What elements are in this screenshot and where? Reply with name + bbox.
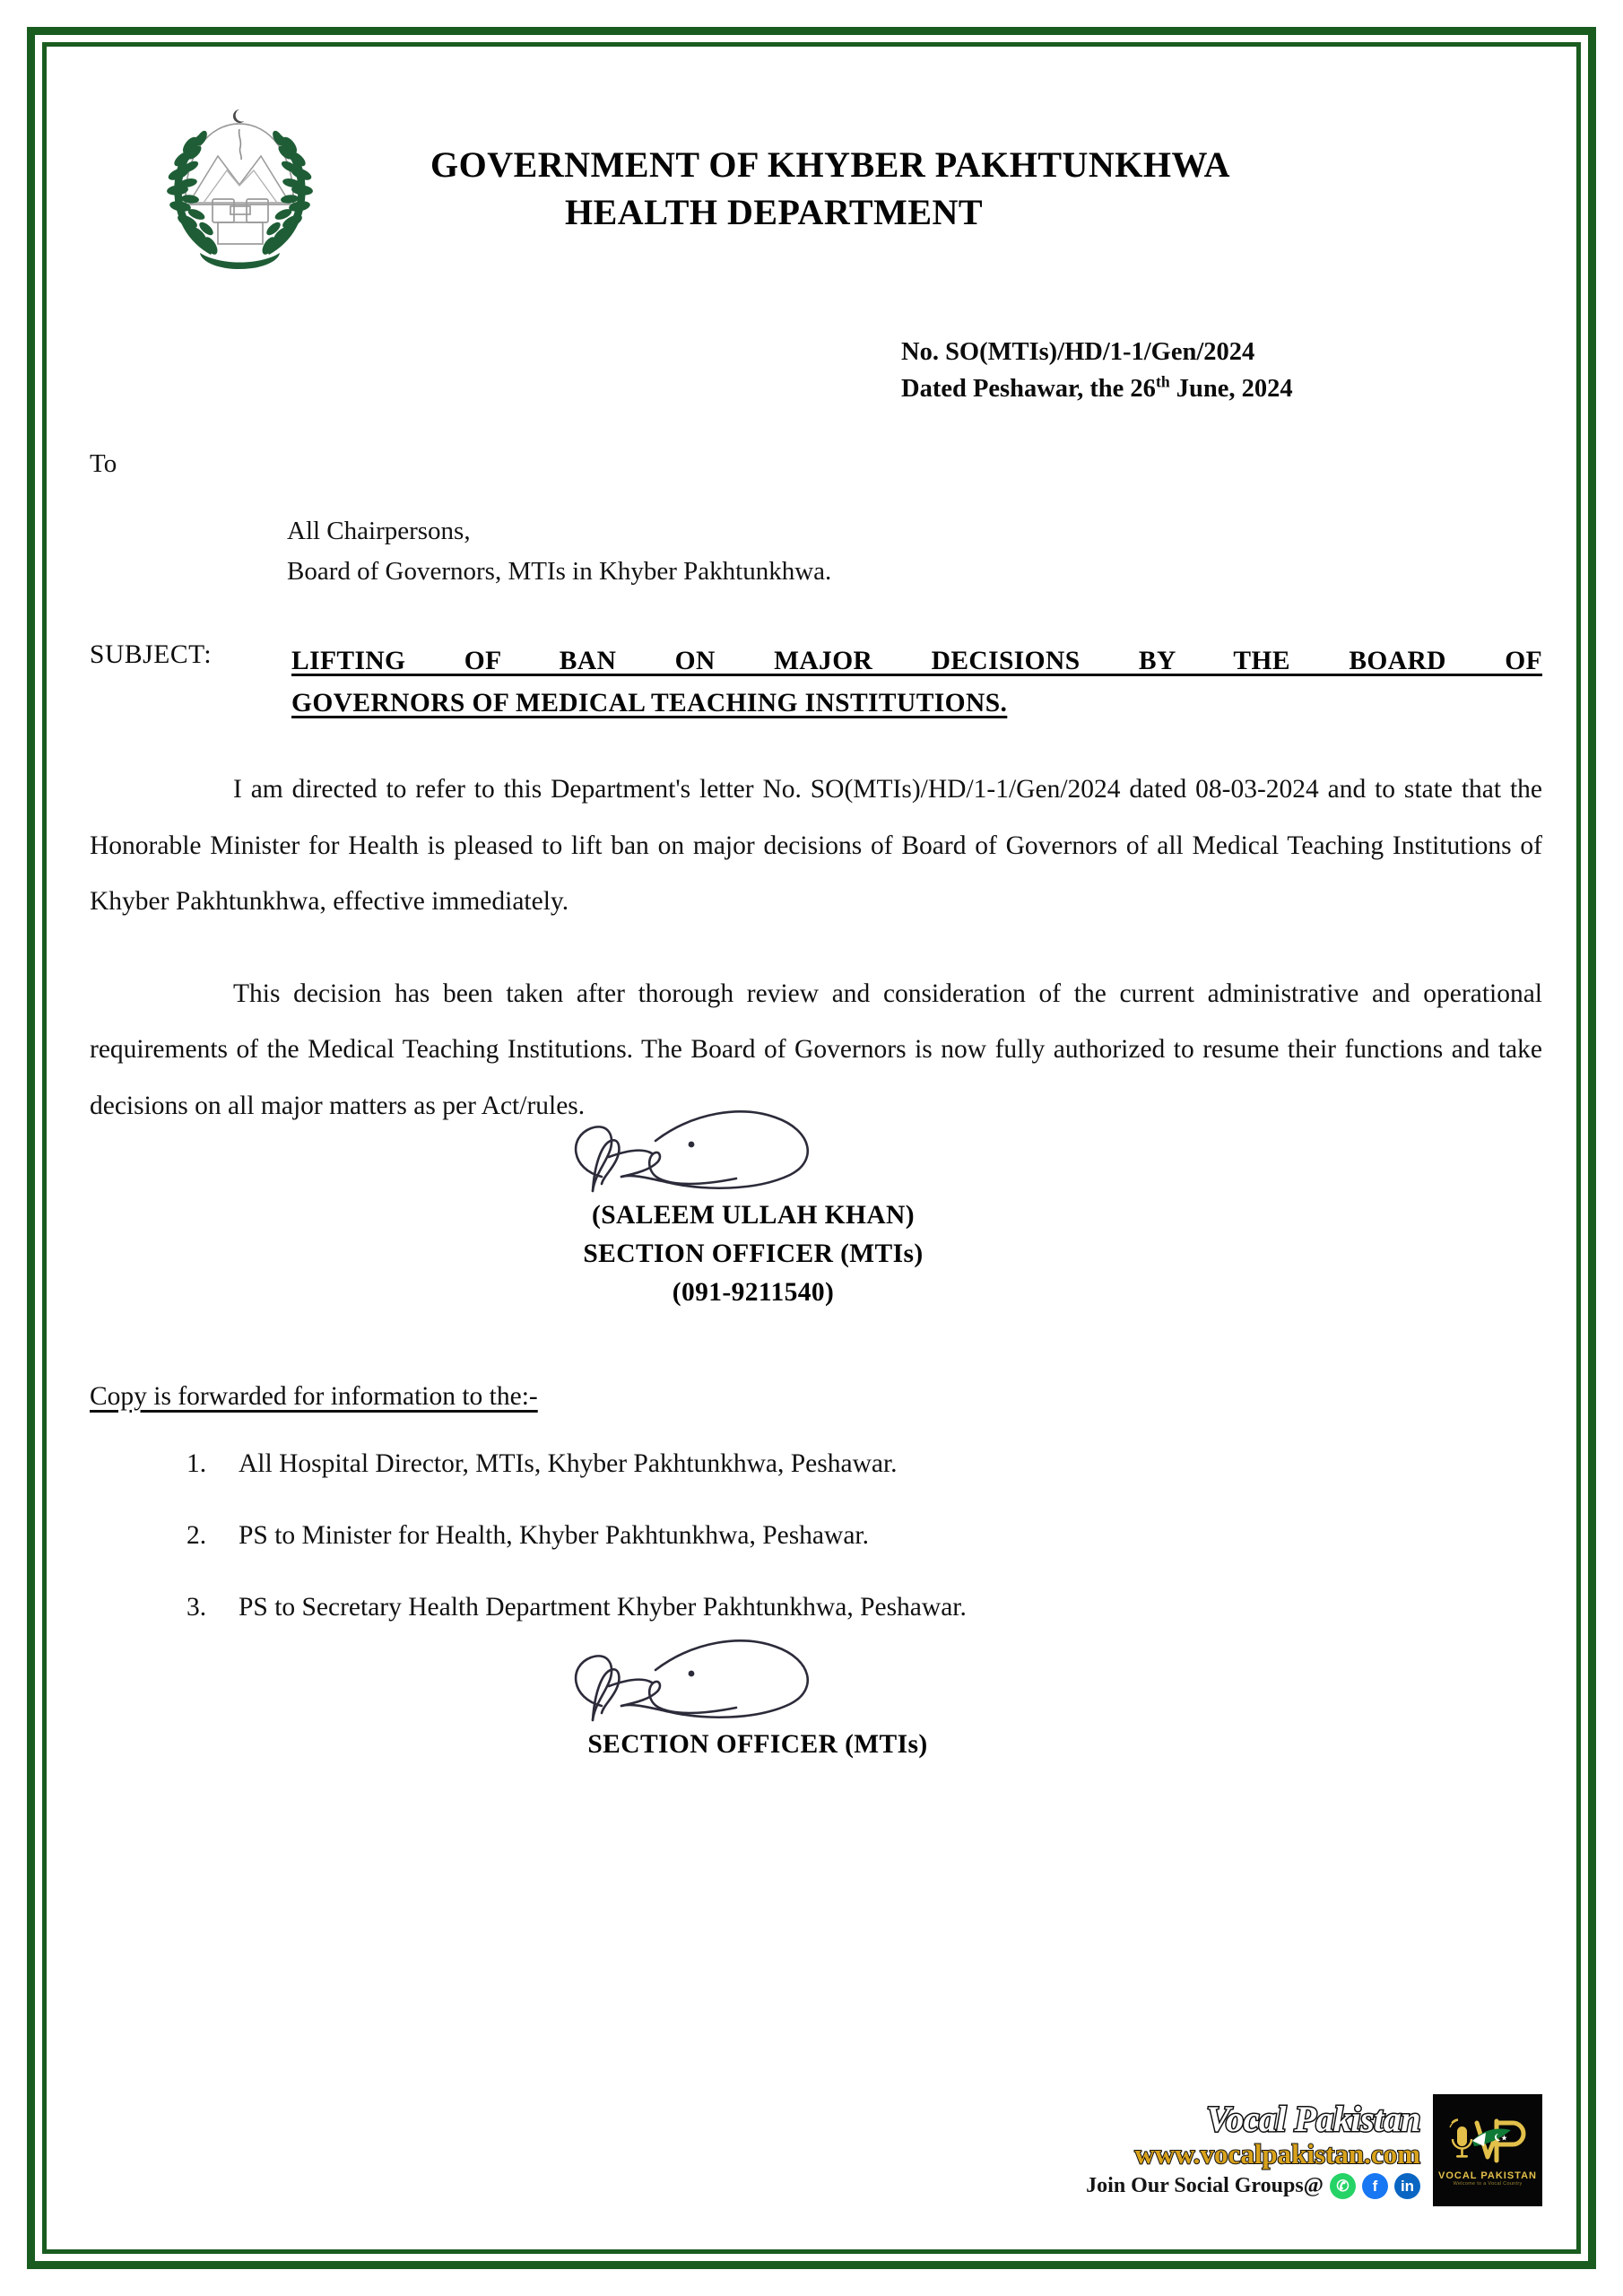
addressee-line-2: Board of Governors, MTIs in Khyber Pakhtunkhwa.	[287, 556, 832, 586]
addressee-block	[287, 511, 1542, 592]
list-item	[187, 1444, 1542, 1483]
list-item-text: All Hospital Director, MTIs, Khyber Pakhtunkhwa, Peshawar.	[239, 1448, 898, 1478]
government-emblem-icon	[148, 99, 332, 278]
facebook-icon[interactable]: f	[1362, 2173, 1388, 2199]
list-item-text: PS to Secretary Health Department Khyber Pakhtunkhwa, Peshawar.	[239, 1593, 967, 1622]
letter-content	[81, 72, 1542, 2224]
reference-date	[901, 370, 1542, 407]
org-title-line-1: GOVERNMENT OF KHYBER PAKHTUNKHWA	[430, 144, 1230, 185]
watermark-join-text: Join Our Social Groups@	[1086, 2174, 1324, 2198]
signatory-designation-bottom: SECTION OFFICER (MTIs)	[587, 1730, 928, 1760]
whatsapp-icon[interactable]: ✆	[1330, 2173, 1356, 2199]
subject-line-2: GOVERNORS OF MEDICAL TEACHING INSTITUTIONS.	[291, 689, 1008, 718]
list-item	[187, 1587, 1542, 1627]
list-item-text: PS to Minister for Health, Khyber Pakhtunkhwa, Peshawar.	[239, 1520, 869, 1550]
date-suffix: June, 2024	[1169, 375, 1293, 404]
reference-block	[81, 334, 1542, 408]
watermark-brand: Vocal Pakistan	[1206, 2098, 1420, 2139]
watermark-text-group	[1077, 2094, 1433, 2206]
paragraph-1-text: I am directed to refer to this Department's letter No. SO(MTIs)/HD/1-1/Gen/2024 dated 08-03-2024 and to state that the Honorable Minister for Health is pleased to lift ban on major decisions of Board of Governors of all Medical Teaching Institutions of Khyber Pakhtunkhwa, effective immediately.	[90, 775, 1542, 917]
subject-text	[291, 640, 1542, 726]
signatory-phone: (091-9211540)	[672, 1277, 835, 1307]
signature-block-secondary	[81, 1726, 1542, 1764]
forwarded-heading: Copy is forwarded for information to the:-	[90, 1381, 538, 1411]
watermark-logo-caption: VOCAL PAKISTAN	[1438, 2170, 1537, 2181]
linkedin-icon[interactable]: in	[1394, 2173, 1420, 2199]
list-item-number: 2.	[187, 1520, 207, 1550]
signatory-designation: SECTION OFFICER (MTIs)	[583, 1239, 924, 1269]
subject-line-1: LIFTING OF BAN ON MAJOR DECISIONS BY THE BOARD OF	[291, 646, 1542, 675]
organization-title	[430, 99, 1230, 237]
list-item-number: 1.	[187, 1448, 207, 1478]
paragraph-2-text: This decision has been taken after thorough review and consideration of the current administrative and operational requirements of the Medical Teaching Institutions. The Board of Governors is now fully authorized to resume their functions and take decisions on all major matters as per Act/rules.	[90, 978, 1542, 1120]
watermark-url: www.vocalpakistan.com	[1134, 2137, 1420, 2170]
subject-row	[90, 640, 1542, 726]
signatory-name: (SALEEM ULLAH KHAN)	[592, 1201, 915, 1231]
forwarded-list	[187, 1444, 1542, 1628]
watermark-logo-subcaption: Welcome to a Vocal Country	[1453, 2181, 1523, 2187]
to-label: To	[90, 448, 117, 478]
date-prefix: Dated Peshawar, the 26	[901, 375, 1156, 404]
watermark-banner	[1077, 2094, 1542, 2206]
addressee-line-1: All Chairpersons,	[287, 516, 471, 545]
watermark-social-row	[1086, 2173, 1420, 2199]
date-ordinal: th	[1155, 372, 1170, 391]
watermark-logo	[1433, 2094, 1542, 2206]
body-paragraph-2	[90, 966, 1542, 1135]
signature-block-primary	[81, 1196, 1542, 1311]
reference-number: No. SO(MTIs)/HD/1-1/Gen/2024	[901, 338, 1255, 366]
list-item	[187, 1516, 1542, 1555]
letterhead	[81, 72, 1542, 278]
subject-label: SUBJECT:	[90, 639, 213, 669]
body-paragraph-1	[90, 761, 1542, 930]
list-item-number: 3.	[187, 1593, 207, 1622]
org-title-line-2: HEALTH DEPARTMENT	[565, 191, 984, 232]
